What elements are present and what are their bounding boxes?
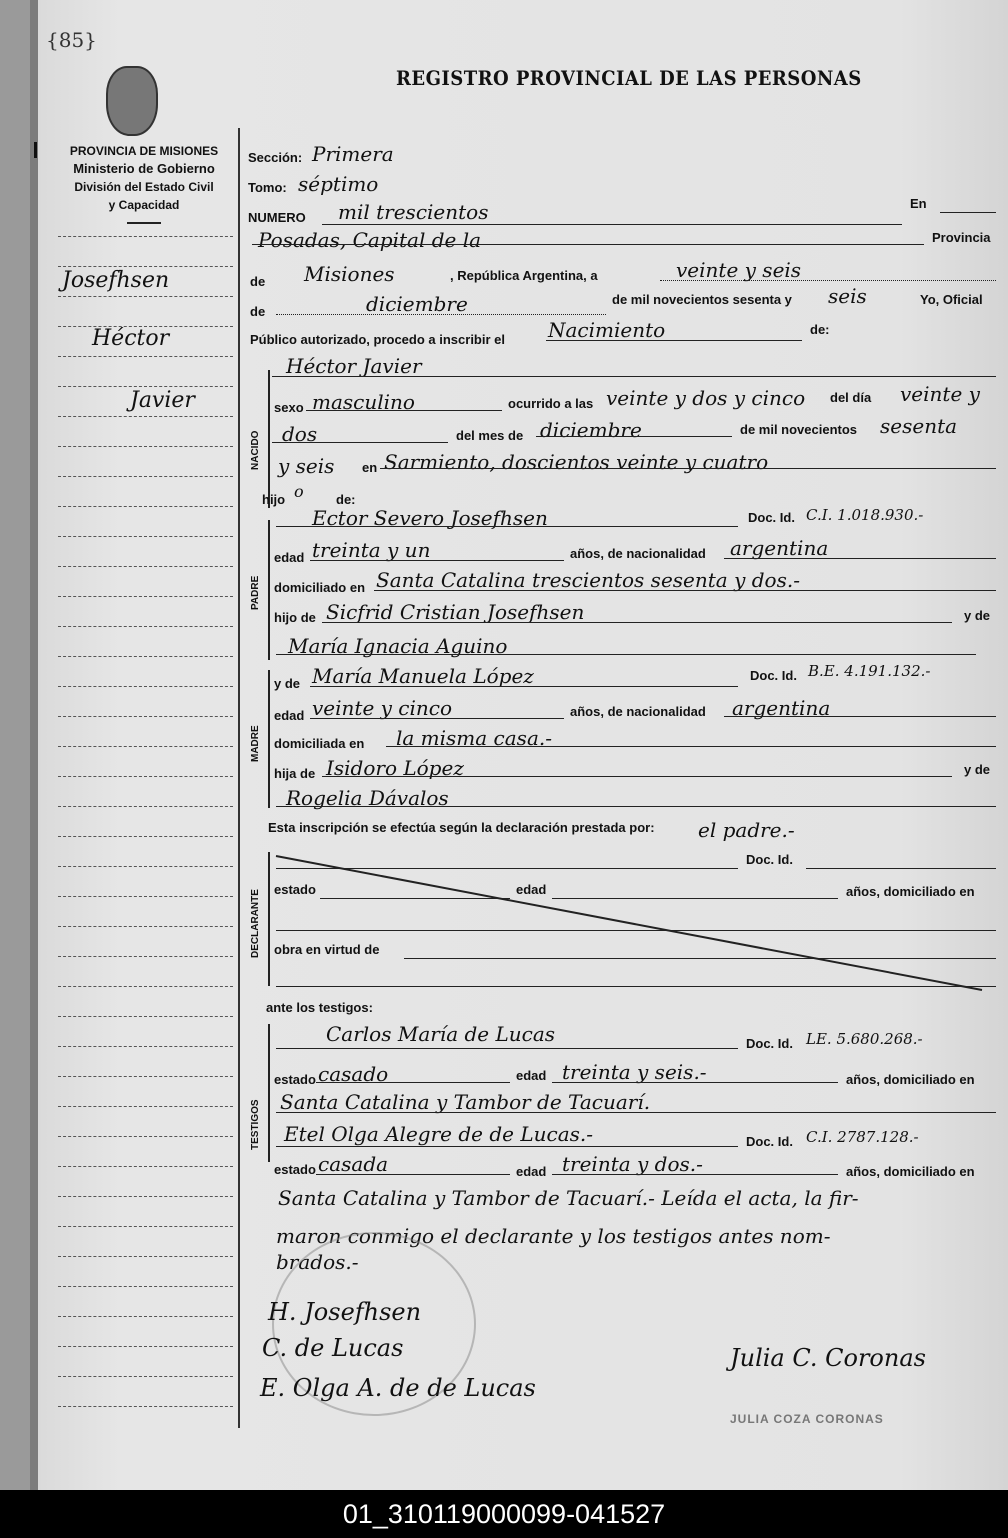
nac-anio-value-2: y seis [278, 454, 335, 478]
cierre-line-3: brados.- [276, 1250, 359, 1274]
padre-hijo-label: hijo de [274, 610, 316, 625]
declarante-estado-label: estado [274, 882, 316, 897]
madre-edad-value: veinte y cinco [312, 696, 453, 720]
division-line: División del Estado Civil [74, 180, 214, 194]
seccion-label: Sección: [248, 150, 303, 165]
madre-doc-label: Doc. Id. [750, 668, 797, 683]
padre-nac-label: años, de nacionalidad [570, 546, 706, 561]
padre-name: Ector Severo Josefhsen [312, 506, 548, 530]
testigos-intro-label: ante los testigos: [266, 1000, 373, 1015]
testigo2-anios-label: años, domiciliado en [846, 1164, 975, 1179]
acto-value: Nacimiento [548, 318, 666, 342]
signature-father: H. Josefhsen [268, 1298, 422, 1326]
corner-mark: {85} [46, 28, 97, 52]
hijo-label: hijo [262, 492, 286, 507]
province-line: PROVINCIA DE MISIONES [69, 144, 219, 158]
hijo-de-label: de: [336, 492, 356, 507]
testigo1-estado-label: estado [274, 1072, 316, 1087]
publico-label: Público autorizado, procedo a inscribir el [250, 332, 505, 347]
capacity-line: y Capacidad [108, 198, 180, 212]
madre-edad-label: edad [274, 708, 305, 723]
tomo-value: séptimo [298, 172, 379, 196]
en-label: En [910, 196, 927, 211]
padre-edad-value: treinta y un [312, 538, 431, 562]
testigos-label: TESTIGOS [250, 1099, 261, 1150]
padre-doc-label: Doc. Id. [748, 510, 795, 525]
cierre-line-2: maron conmigo el declarante y los testigos antes nom- [276, 1224, 831, 1248]
madre-label: MADRE [250, 725, 261, 762]
lugar-value: Posadas, Capital de la [258, 228, 482, 252]
testigo1-anios-label: años, domiciliado en [846, 1072, 975, 1087]
testigo2-estado-value: casada [318, 1152, 389, 1176]
obra-label: obra en virtud de [274, 942, 380, 957]
madre-nac-label: años, de nacionalidad [570, 704, 706, 719]
numero-label: NUMERO [248, 210, 306, 225]
de-label-2: de [250, 304, 266, 319]
testigo1-dom-value: Santa Catalina y Tambor de Tacuarí. [280, 1090, 651, 1114]
hora-value: veinte y dos y cinco [606, 386, 806, 410]
testigo2-edad-label: edad [516, 1164, 547, 1179]
dia-value-nac-2: dos [282, 422, 318, 446]
madre-madre-value: Rogelia Dávalos [286, 786, 449, 810]
declarante-edad-label: edad [516, 882, 547, 897]
signature-witness-2: E. Olga A. de de Lucas [260, 1374, 536, 1402]
madre-name: María Manuela López [312, 664, 534, 688]
de-colon-label: de: [810, 322, 830, 337]
sexo-value: masculino [312, 390, 415, 414]
declarante-doc-label: Doc. Id. [746, 852, 793, 867]
padre-edad-label: edad [274, 550, 305, 565]
testigo2-edad-value: treinta y dos.- [562, 1152, 703, 1176]
numero-value: mil trescientos [338, 200, 489, 224]
provincia-label: Provincia [932, 230, 991, 245]
padre-dom-value: Santa Catalina trescientos sesenta y dos.- [376, 568, 800, 592]
ocurrido-label: ocurrido a las [508, 396, 594, 411]
nacido-label: NACIDO [250, 430, 261, 470]
seccion-value: Primera [312, 142, 394, 166]
madre-hija-label: hija de [274, 766, 316, 781]
sexo-label: sexo [274, 400, 304, 415]
margin-middle-name: Javier [130, 388, 195, 413]
image-id-footer: 01_310119000099-041527 [0, 1490, 1008, 1538]
testigo2-doc-label: Doc. Id. [746, 1134, 793, 1149]
declarante-anios-label: años, domiciliado en [846, 884, 975, 899]
official-name-stamp: JULIA COZA CORONAS [730, 1412, 884, 1426]
testigo1-doc-label: Doc. Id. [746, 1036, 793, 1051]
provincia-value: Misiones [304, 262, 395, 286]
dia-value: veinte y seis [676, 258, 802, 282]
testigo1-name: Carlos María de Lucas [326, 1022, 556, 1046]
padre-nac-value: argentina [730, 536, 829, 560]
padre-hijo-value: Sicfrid Cristian Josefhsen [326, 600, 585, 624]
nac-anio-value: sesenta [880, 414, 958, 438]
dia-value-nac: veinte y [900, 382, 980, 406]
declarante-label: DECLARANTE [250, 889, 261, 958]
testigo1-edad-label: edad [516, 1068, 547, 1083]
testigo2-doc-value: C.I. 2787.128.- [806, 1128, 919, 1146]
nac-lugar-value: Sarmiento, doscientos veinte y cuatro [384, 450, 769, 474]
madre-yde-label: y de [274, 676, 301, 691]
ministry-line: Ministerio de Gobierno [73, 161, 215, 176]
madre-dom-label: domiciliada en [274, 736, 365, 751]
nac-anio-label: de mil novecientos [740, 422, 858, 437]
padre-doc-value: C.I. 1.018.930.- [806, 506, 924, 524]
nac-mes-value: diciembre [540, 418, 642, 442]
cierre-line-1: Santa Catalina y Tambor de Tacuarí.- Leída el acta, la fir- [278, 1186, 859, 1210]
dia-label: del día [830, 390, 872, 405]
hijo-value: o [294, 482, 304, 501]
nac-en-label: en [362, 460, 378, 475]
anio-value: seis [828, 284, 867, 308]
madre-nac-value: argentina [732, 696, 831, 720]
madre-hija-value: Isidoro López [326, 756, 464, 780]
padre-dom-label: domiciliado en [274, 580, 366, 595]
mes-value: diciembre [366, 292, 468, 316]
tomo-label: Tomo: [248, 180, 287, 195]
document-title: REGISTRO PROVINCIAL DE LAS PERSONAS [396, 66, 862, 90]
madre-doc-value: B.E. 4.191.132.- [808, 662, 931, 680]
madre-yde-label-2: y de [964, 762, 991, 777]
padre-madre-value: María Ignacia Aguino [288, 634, 508, 658]
signature-witness-1: C. de Lucas [262, 1334, 404, 1362]
testigo2-estado-label: estado [274, 1162, 316, 1177]
testigo2-name: Etel Olga Alegre de de Lucas.- [284, 1122, 593, 1146]
republica-label: , República Argentina, a [450, 268, 598, 283]
nacido-name: Héctor Javier [286, 354, 422, 378]
declaracion-value: el padre.- [698, 818, 795, 842]
padre-yde-label: y de [964, 608, 991, 623]
testigo1-estado-value: casado [318, 1062, 389, 1086]
declaracion-label: Esta inscripción se efectúa según la declaración prestada por: [268, 820, 655, 835]
nac-mes-label: del mes de [456, 428, 524, 443]
testigo1-doc-value: LE. 5.680.268.- [806, 1030, 923, 1048]
margin-first-name: Héctor [92, 326, 170, 351]
testigo1-edad-value: treinta y seis.- [562, 1060, 707, 1084]
padre-label: PADRE [250, 575, 261, 610]
margin-surname: Josefhsen [62, 268, 170, 293]
signature-official: Julia C. Coronas [730, 1344, 926, 1372]
madre-dom-value: la misma casa.- [396, 726, 552, 750]
de-label-1: de [250, 274, 266, 289]
oficial-label: Yo, Oficial [920, 292, 983, 307]
anio-label: de mil novecientos sesenta y [612, 292, 792, 307]
